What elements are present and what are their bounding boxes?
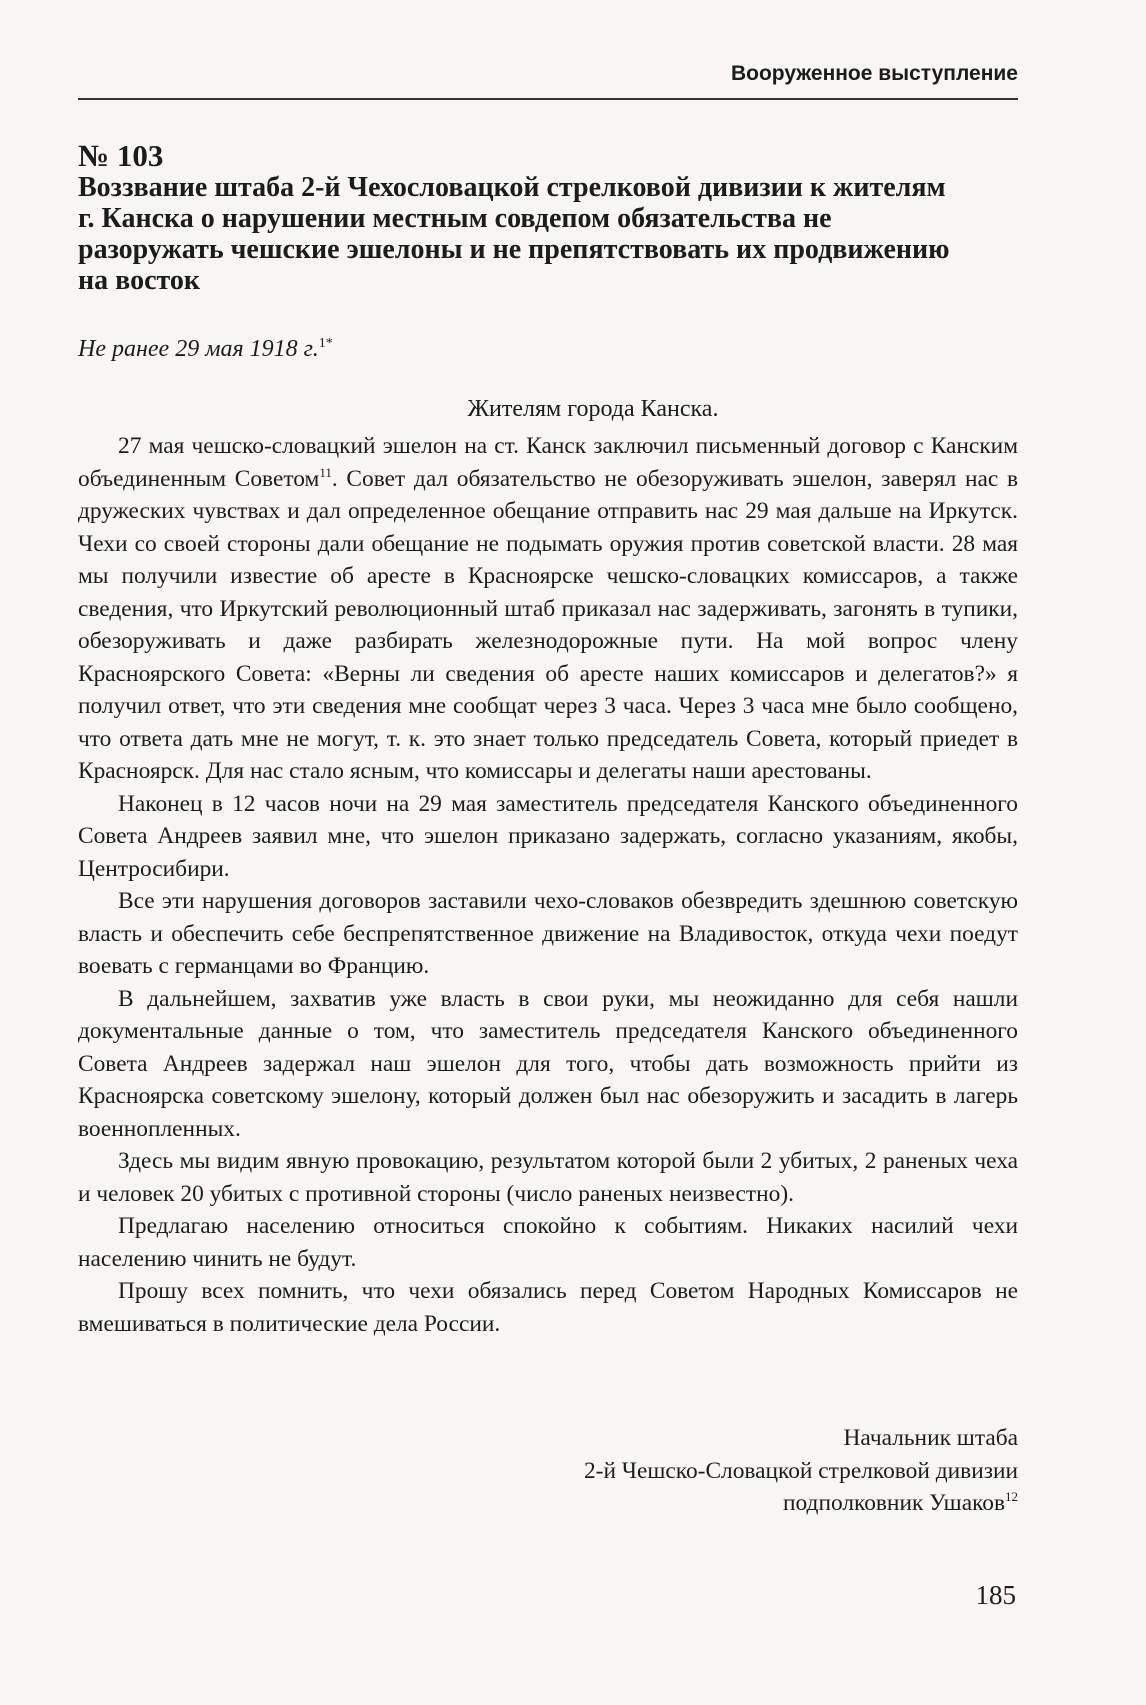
date-text: Не ранее 29 мая 1918 г. [78, 336, 319, 362]
running-head: Вооруженное выступление [730, 62, 1018, 85]
signature-block [584, 1422, 1018, 1520]
date-footnote-mark: 1* [318, 336, 333, 351]
signature-unit: 2-й Чешско-Словацкой стрелковой дивизии [583, 1457, 1018, 1484]
footnote-mark: 11 [319, 464, 332, 480]
address-line: Жителям города Канска. [467, 396, 719, 422]
paragraph: Здесь мы видим явную провокацию, результатом которой были 2 убитых, 2 раненых чеха и человек 20 убитых с противной стороны (число раненых неизвестно). [78, 1148, 1018, 1207]
paragraph: В дальнейшем, захватив уже власть в свои руки, мы неожиданно для себя нашли документальные данные о том, что заместитель председателя Канского объединенного Совета Андреев задержал наш эшелон для того, чтобы дать возможность прийти из Красноярска советскому эшелону, который должен был нас обезоружить и засадить в лагерь военнопленных. [78, 985, 1018, 1142]
paragraph: Предлагаю населению относиться спокойно к событиям. Никаких насилий чехи населению чинить не будут. [78, 1213, 1018, 1272]
paragraph: 27 мая чешско-словацкий эшелон на ст. Канск заключил письменный договор с Канским объединенным Советом$^{11}$. Совет дал обязательство не обезоруживать эшелон, заверял нас в дружеских чувствах и дал определенное обещание отправить нас 29 мая дальше на Иркутск. Чехи со своей стороны дали обещание не подымать оружия против советской власти. 28 мая мы получили известие об аресте в Красноярске чешско-словацких комиссаров, а также сведения, что Иркутский революционный штаб приказал нас задерживать, загонять в тупики, обезоруживать и даже разбирать железнодорожные пути. На мой вопрос члену Красноярского Совета: «Верны ли сведения об аресте наших комиссаров и делегатов?» я получил ответ, что эти сведения мне сообщат через 3 часа. Через 3 часа мне было сообщено, что ответа дать мне не могут, т. к. это знает только председатель Совета, который приедет в Красноярск. Для нас стало ясным, что комиссары и делегаты наши арестованы. [78, 433, 1018, 784]
paragraph: Наконец в 12 часов ночи на 29 мая заместитель председателя Канского объединенного Совета Андреев заявил мне, что эшелон приказано задержать, согласно указаниям, якобы, Центросибири. [78, 790, 1018, 882]
document-body [78, 430, 1018, 1340]
paragraph: Прошу всех помнить, что чехи обязались перед Советом Народных Комиссаров не вмешиваться в политические дела России. [78, 1278, 1018, 1337]
header-rule [78, 98, 1018, 100]
signature-title: Начальник штаба [843, 1425, 1018, 1451]
signature-name: подполковник Ушаков$^{12}$ [783, 1489, 1018, 1516]
document-date [78, 336, 333, 363]
footnote-mark: 12 [1005, 1489, 1018, 1505]
page-number: 185 [975, 1580, 1016, 1610]
document-number: № 103 [78, 138, 164, 173]
paragraph: Все эти нарушения договоров заставили чехо-словаков обезвредить здешнюю советскую власть и обеспечить себе беспрепятственное движение на Владивосток, откуда чехи поедут воевать с германцами во Францию. [78, 888, 1018, 979]
document-title: Воззвание штаба 2-й Чехословацкой стрелковой дивизии к жителям г. Канска о нарушении местным совдепом обязательства не разоружать чешские эшелоны и не препятствовать их продвижению на восток [78, 172, 950, 296]
